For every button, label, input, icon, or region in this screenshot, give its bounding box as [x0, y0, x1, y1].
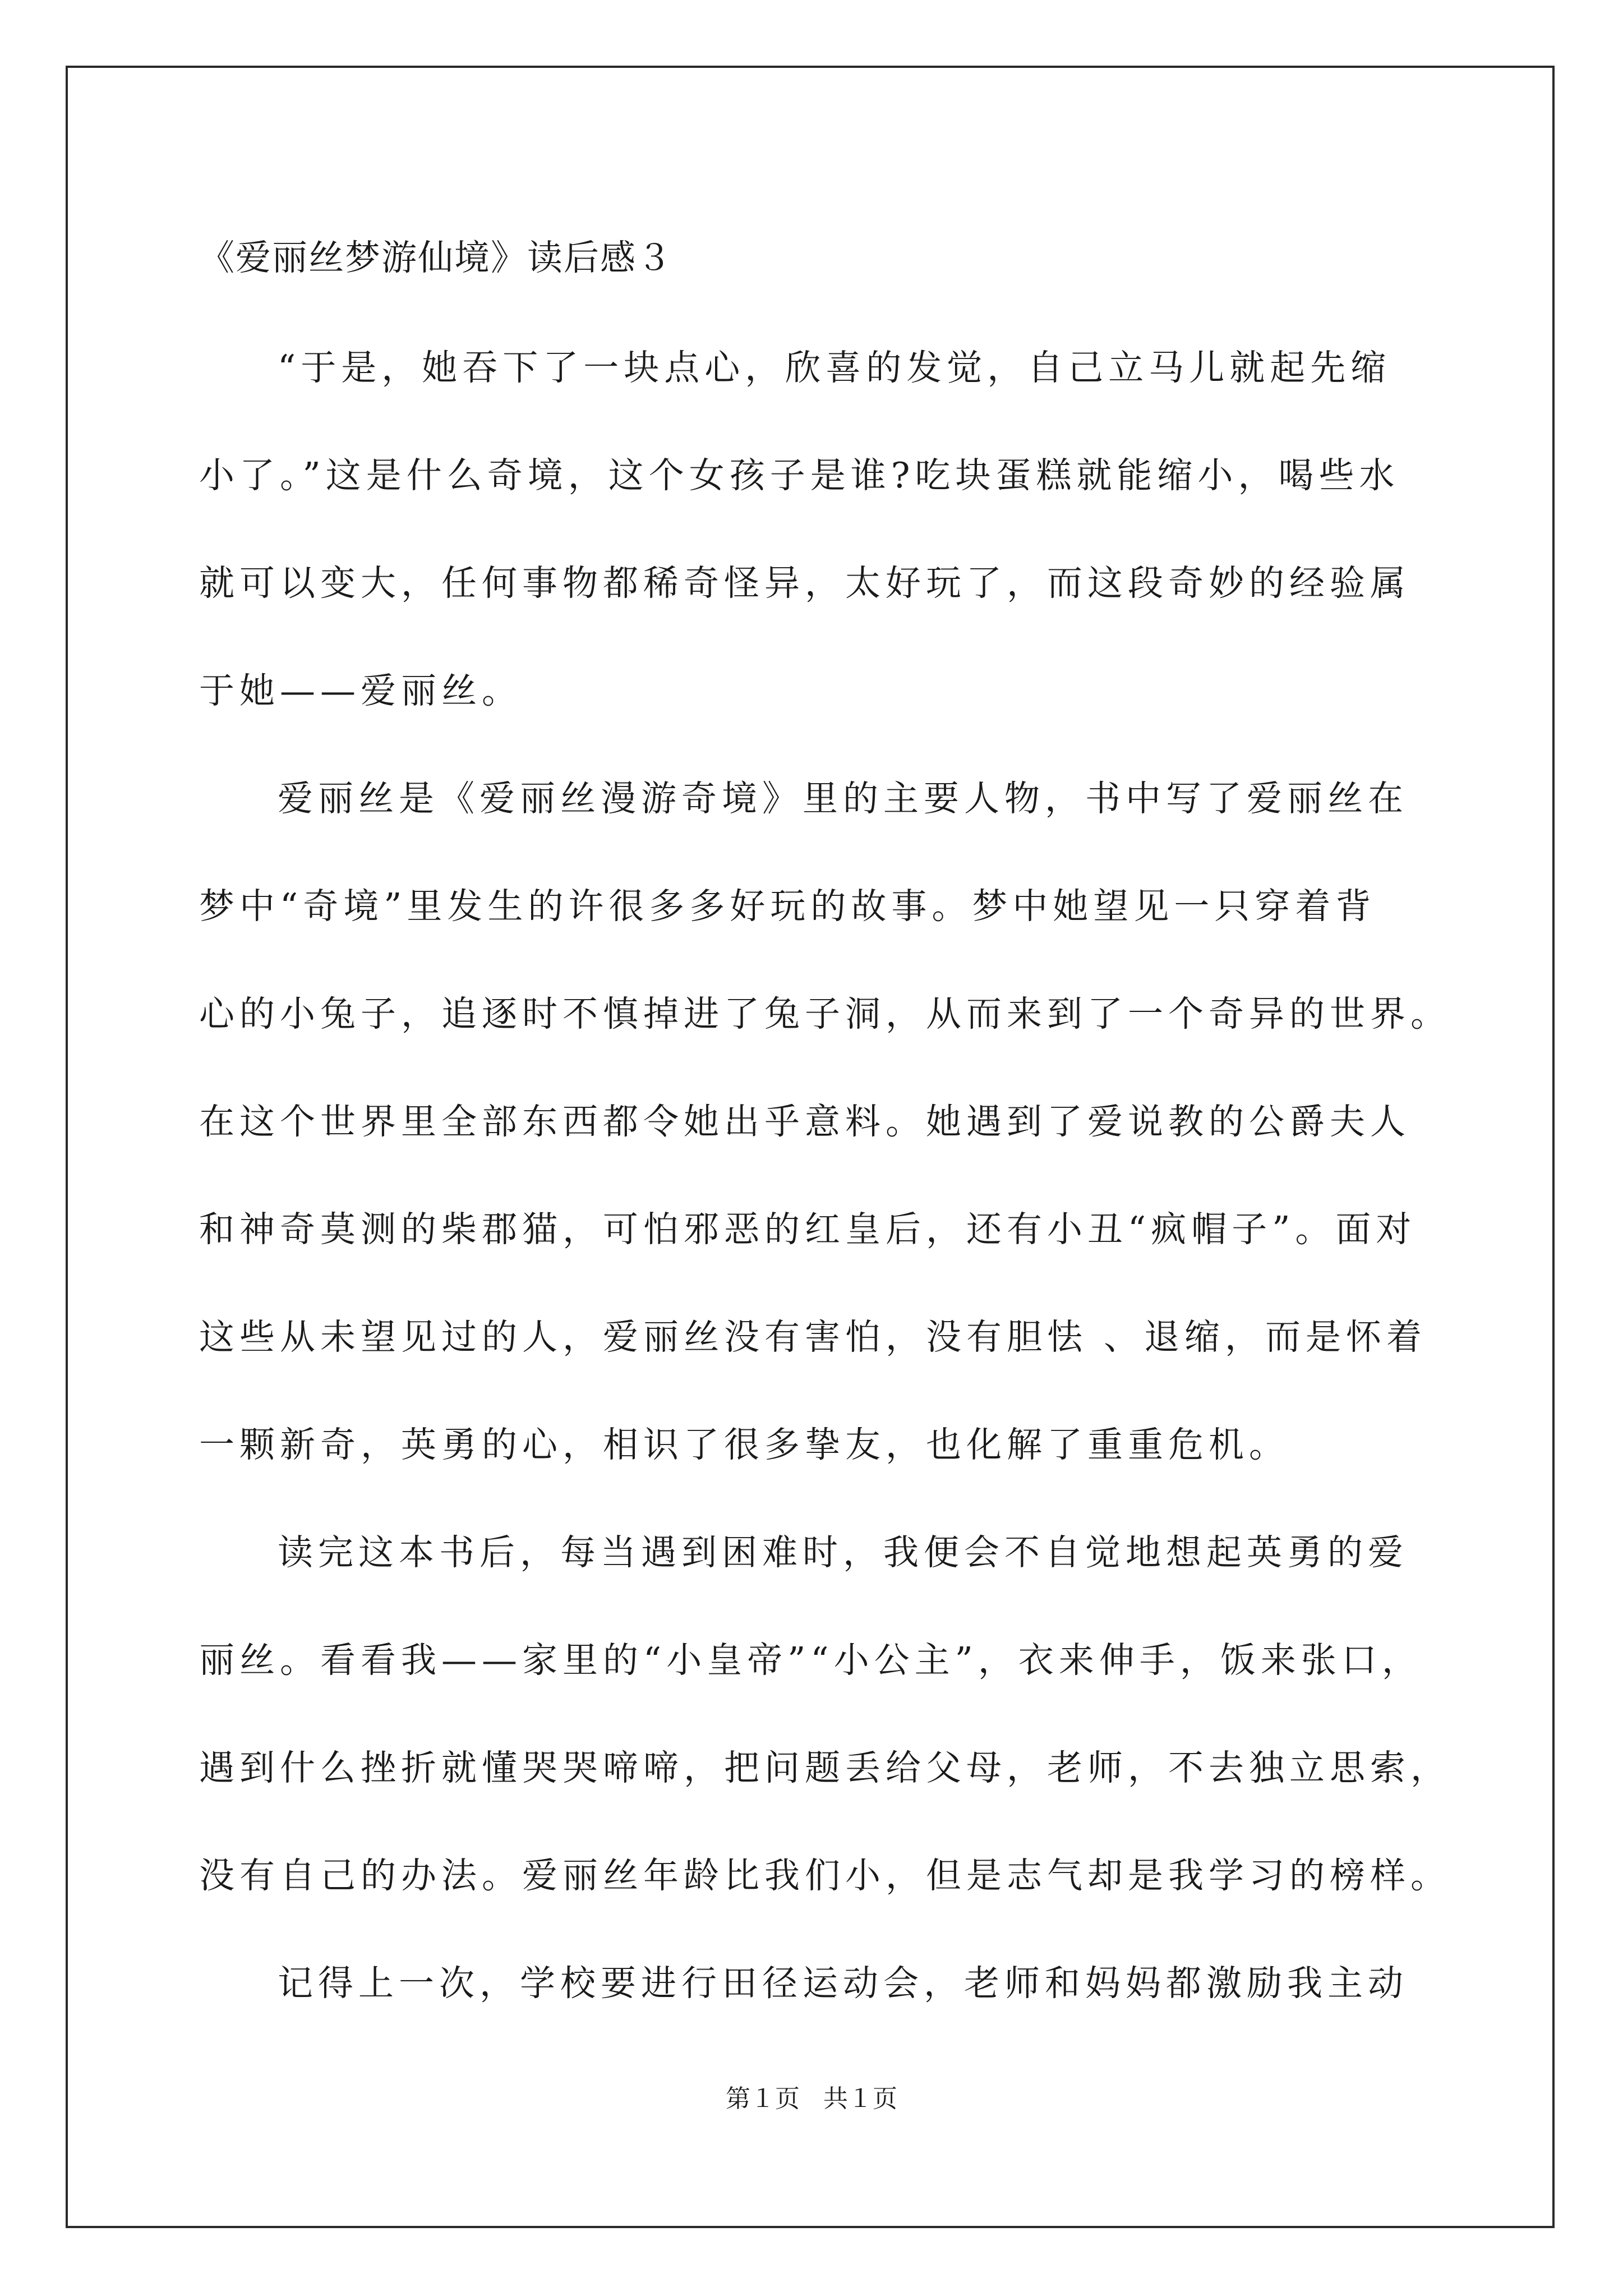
- paragraph-line: 爱丽丝是《爱丽丝漫游奇境》里的主要人物，书中写了爱丽丝在: [278, 778, 1408, 819]
- document-title: 《爱丽丝梦游仙境》读后感３: [199, 237, 673, 278]
- paragraph-line: 梦中“奇境”里发生的许很多多好玩的故事。梦中她望见一只穿着背: [199, 886, 1376, 927]
- paragraph-line: 小了。”这是什么奇境，这个女孩子是谁?吃块蛋糕就能缩小，喝些水: [199, 455, 1400, 496]
- paragraph-line: 一颗新奇，英勇的心，相识了很多挚友，也化解了重重危机。: [199, 1424, 1289, 1465]
- paragraph-line: 心的小兔子，追逐时不慎掉进了兔子洞，从而来到了一个奇异的世界。: [199, 993, 1451, 1034]
- paragraph-line: 和神奇莫测的柴郡猫，可怕邪恶的红皇后，还有小丑“疯帽子”。面对: [199, 1209, 1417, 1250]
- paragraph-1: [199, 314, 1433, 745]
- paragraph-line: 这些从未望见过的人，爱丽丝没有害怕，没有胆怯 、退缩，而是怀着: [199, 1317, 1427, 1358]
- paragraph-line: 就可以变大，任何事物都稀奇怪异，太好玩了，而这段奇妙的经验属: [199, 563, 1410, 604]
- paragraph-line: 丽丝。看看我——家里的“小皇帝”“小公主”，衣来伸手，饭来张口，: [199, 1640, 1422, 1681]
- paragraph-line: 遇到什么挫折就懂哭哭啼啼，把问题丢给父母，老师，不去独立思索，: [199, 1747, 1451, 1788]
- page-footer: 第１页 共１页: [726, 2085, 897, 2113]
- paragraph-2: [199, 745, 1451, 1499]
- paragraph-line: “于是，她吞下了一块点心，欣喜的发觉，自己立马儿就起先缩: [278, 347, 1391, 388]
- paragraph-3: [199, 1499, 1451, 1930]
- paragraph-line: 记得上一次，学校要进行田径运动会，老师和妈妈都激励我主动: [278, 1963, 1408, 2004]
- paragraph-line: 在这个世界里全部东西都令她出乎意料。她遇到了爱说教的公爵夫人: [199, 1101, 1410, 1142]
- document-body: [199, 202, 1451, 2037]
- paragraph-line: 没有自己的办法。爱丽丝年龄比我们小，但是志气却是我学习的榜样。: [199, 1855, 1451, 1896]
- paragraph-line: 读完这本书后，每当遇到困难时，我便会不自觉地想起英勇的爱: [278, 1532, 1408, 1573]
- paragraph-line: 于她——爱丽丝。: [199, 670, 522, 711]
- paragraph-4: [199, 1930, 1433, 2037]
